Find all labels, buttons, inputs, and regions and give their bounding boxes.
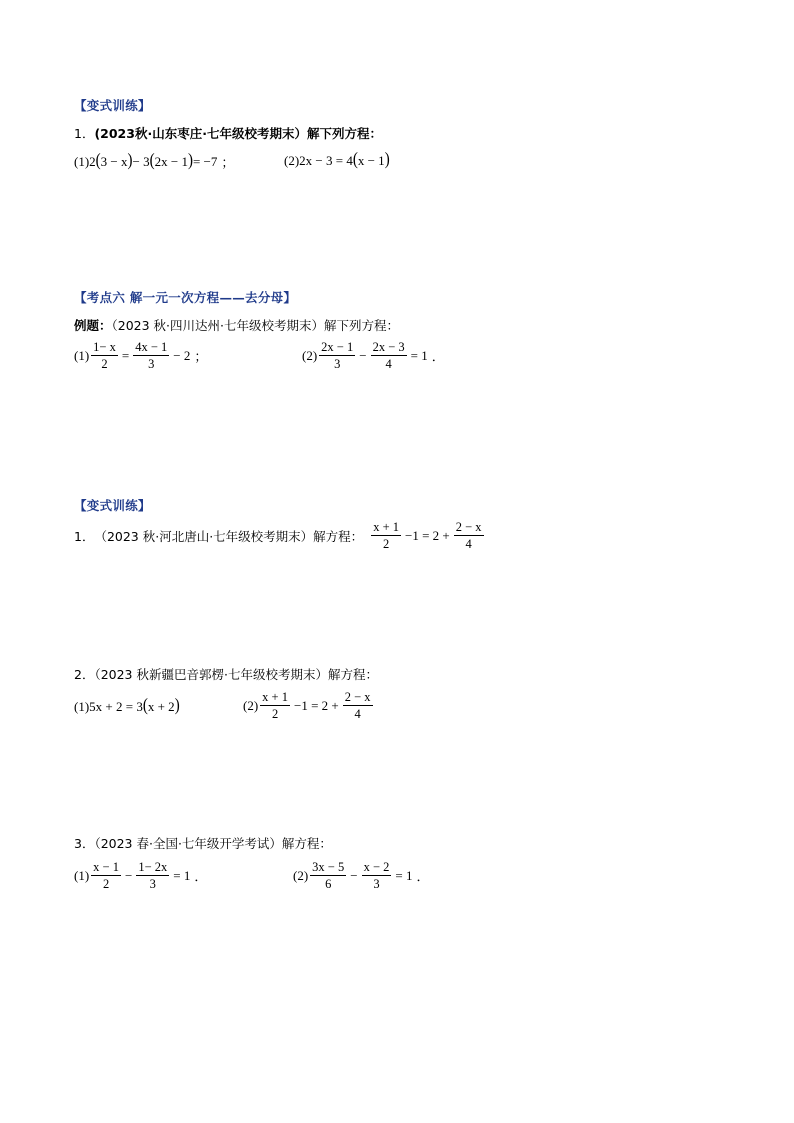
- fraction: [454, 520, 484, 551]
- eq-punct: ；: [221, 155, 235, 170]
- eq-term: = 1: [410, 347, 428, 363]
- denominator: 6: [325, 877, 332, 891]
- part-label: (2): [243, 697, 259, 713]
- equation-3-1: [74, 860, 209, 891]
- eq-operator: −: [359, 347, 367, 363]
- paren-open: (: [352, 150, 358, 170]
- question-number: 1．: [74, 126, 95, 141]
- fraction: [371, 340, 407, 371]
- question-number: 3．: [74, 836, 95, 851]
- part-label: (1): [74, 867, 90, 883]
- numerator: x − 1: [93, 860, 119, 874]
- eq-term: = 1: [395, 867, 413, 883]
- fraction: [343, 690, 373, 721]
- example-source: （2023 秋·四川达州·七年级校考期末）解下列方程：: [111, 318, 399, 333]
- eq-operator: −: [350, 867, 358, 883]
- numerator: 2x − 3: [372, 340, 405, 354]
- eq-operator: =: [121, 347, 130, 363]
- fraction: [319, 340, 355, 371]
- section-heading-topic-6: 【考点六 解一元一次方程——去分母】: [74, 290, 297, 305]
- denominator: 4: [385, 357, 392, 371]
- denominator: 4: [354, 707, 361, 721]
- example-label: 例题：: [74, 318, 112, 333]
- example-line: [74, 316, 399, 334]
- numerator: 1− x: [93, 340, 116, 354]
- fraction: [310, 860, 346, 891]
- numerator: 2x − 1: [321, 340, 354, 354]
- numerator: x + 1: [373, 520, 399, 534]
- eq-term: 3 − x: [100, 153, 128, 169]
- eq-punct: ．: [431, 349, 445, 364]
- eq-punct: ；: [194, 349, 208, 364]
- eq-term: 5x + 2 = 3: [89, 698, 143, 714]
- example-equation-1: [74, 340, 209, 371]
- fraction: [136, 860, 169, 891]
- eq-term: −1 = 2 +: [293, 697, 339, 713]
- section-heading-variant-training-1: 【变式训练】: [74, 98, 151, 113]
- equation: [369, 520, 485, 551]
- question-number: 2．: [74, 667, 95, 682]
- denominator: 2: [102, 877, 110, 891]
- question-source: （2023 秋新疆巴音郭楞·七年级校考期末）解方程：: [94, 667, 378, 682]
- eq-term: 2x − 1: [154, 153, 188, 169]
- paren-open: (: [95, 151, 101, 171]
- denominator: 3: [149, 877, 156, 891]
- paren-close: ): [384, 150, 390, 170]
- paren-close: ): [187, 151, 193, 171]
- eq-punct: ．: [194, 869, 208, 884]
- fraction: [133, 340, 169, 371]
- paren-open: (: [142, 696, 148, 716]
- question-1-line: [74, 520, 486, 551]
- denominator: 2: [382, 537, 390, 551]
- part-label: (1): [74, 698, 90, 714]
- numerator: 1− 2x: [138, 860, 168, 874]
- denominator: 3: [373, 877, 380, 891]
- eq-term: = −7: [192, 153, 218, 169]
- denominator: 2: [271, 707, 279, 721]
- question-source: （2023 春·全国·七年级开学考试）解方程：: [94, 836, 332, 851]
- part-label: (1): [74, 347, 90, 363]
- numerator: 3x − 5: [312, 860, 345, 874]
- equation-2-2: [243, 690, 375, 721]
- denominator: 2: [101, 357, 108, 371]
- eq-term: x + 2: [147, 698, 175, 714]
- fraction: [362, 860, 392, 891]
- eq-term: − 3: [132, 153, 150, 169]
- denominator: 3: [148, 357, 155, 371]
- eq-punct: ．: [416, 869, 430, 884]
- part-label: (1): [74, 153, 90, 169]
- eq-term: 2: [89, 153, 96, 169]
- eq-term: = 1: [173, 867, 191, 883]
- part-label: (2): [302, 347, 318, 363]
- part-label: (2): [293, 867, 309, 883]
- equation-3-2: [293, 860, 432, 891]
- question-2-line: [74, 665, 378, 683]
- eq-term: −1 = 2 +: [405, 527, 450, 543]
- denominator: 3: [334, 357, 341, 371]
- fraction: [91, 340, 118, 371]
- fraction: [260, 690, 290, 721]
- fraction: [371, 520, 401, 551]
- numerator: x − 2: [363, 860, 390, 874]
- question-source: （2023 秋·河北唐山·七年级校考期末）解方程：: [94, 528, 364, 544]
- question-source: (2023秋·山东枣庄·七年级校考期末）解下列方程：: [94, 126, 382, 141]
- eq-term: 2x − 3 = 4: [299, 152, 353, 168]
- numerator: 2 − x: [455, 520, 482, 534]
- example-equation-2: [302, 340, 447, 371]
- section-heading-variant-training-2: 【变式训练】: [74, 498, 151, 513]
- question-1-line: [74, 124, 382, 142]
- numerator: 2 − x: [344, 690, 371, 704]
- eq-term: − 2: [173, 347, 191, 363]
- part-label: (2): [284, 152, 300, 168]
- fraction: [91, 860, 121, 891]
- numerator: 4x − 1: [135, 340, 168, 354]
- paren-close: ): [174, 696, 180, 716]
- numerator: x + 1: [262, 690, 288, 704]
- denominator: 4: [465, 537, 472, 551]
- eq-term: x − 1: [357, 152, 385, 168]
- eq-operator: −: [124, 867, 133, 883]
- paren-close: ): [127, 151, 133, 171]
- question-3-line: [74, 834, 332, 852]
- equation-1-2: [284, 152, 390, 169]
- equation-2-1: [74, 698, 180, 715]
- paren-open: (: [149, 151, 155, 171]
- equation-1-1: [74, 152, 234, 171]
- question-number: 1．: [74, 528, 95, 544]
